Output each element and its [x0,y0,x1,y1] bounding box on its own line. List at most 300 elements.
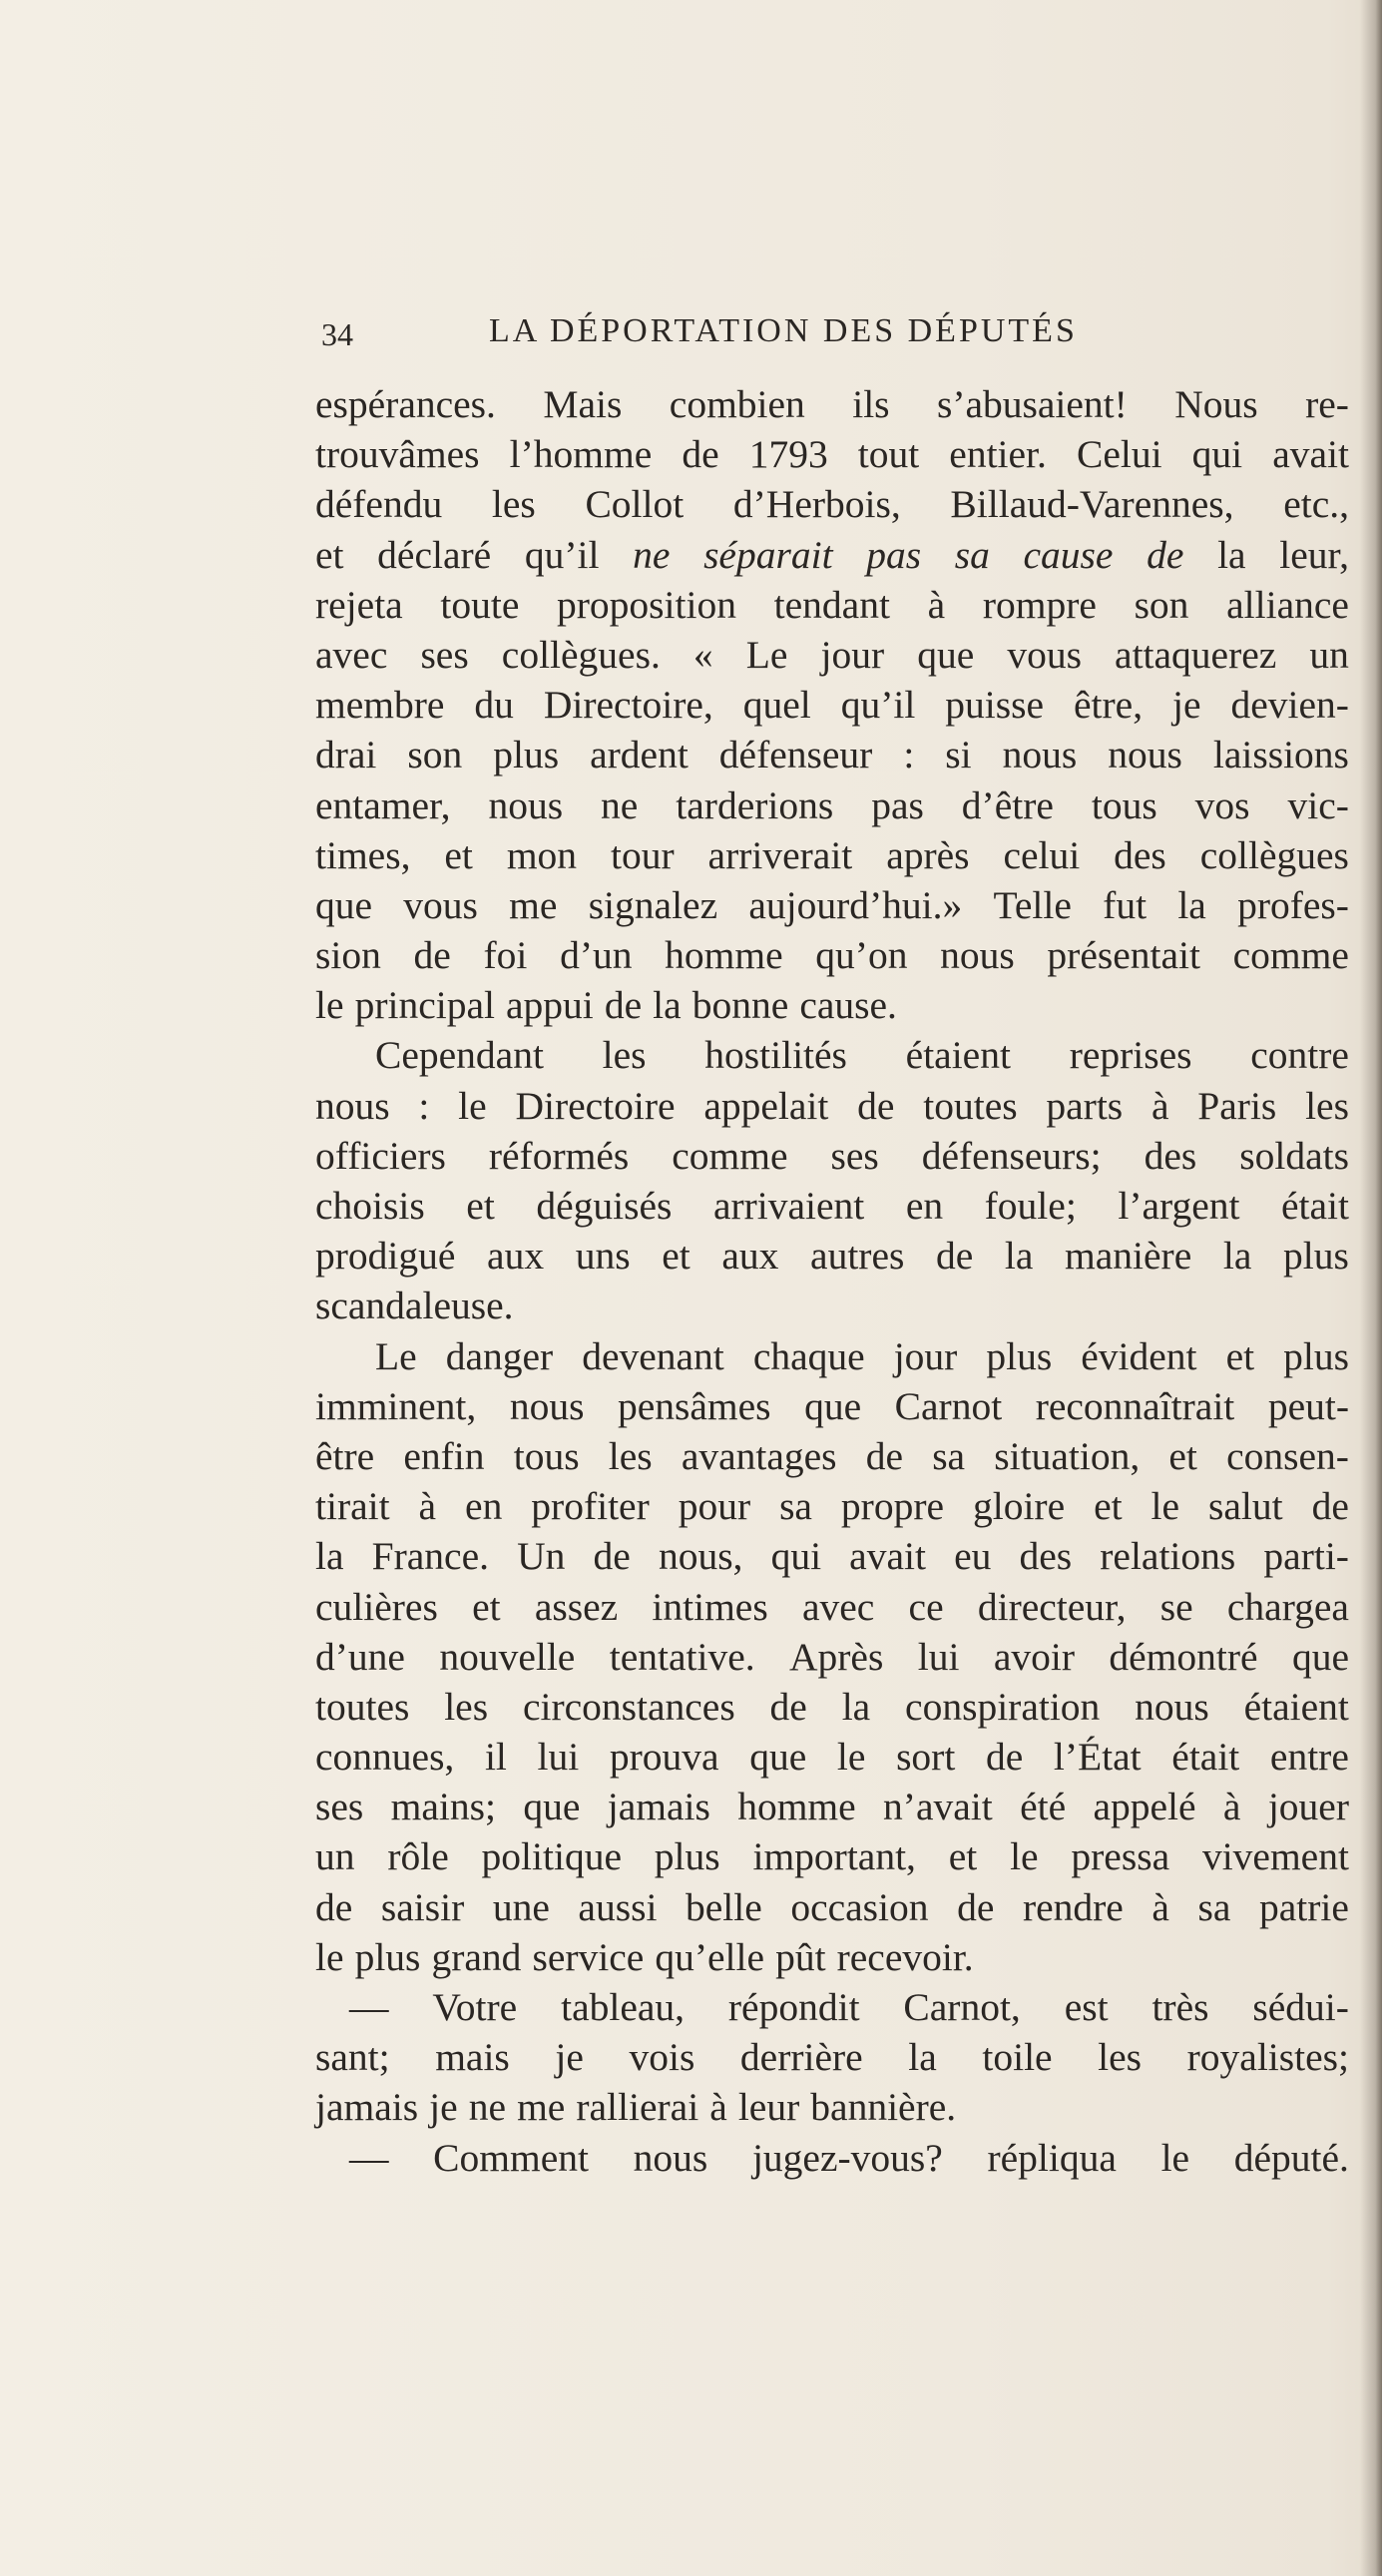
word: celui [1003,832,1081,877]
word: tout [857,432,920,477]
word: que [804,1383,862,1428]
text-line [315,479,1349,529]
word: était [1281,1184,1349,1228]
word: principal [354,983,495,1028]
word: vos [1194,782,1250,827]
word: trouvâmes [315,432,480,477]
word: toutes [923,1083,1018,1128]
word: des [1019,1534,1073,1579]
word: l’argent [1118,1184,1240,1228]
word: jamais [315,2085,419,2130]
word: et [315,532,344,577]
word: puisse [945,683,1045,728]
word: derrière [739,2035,863,2080]
word: Carnot, [903,1985,1021,2029]
word: et [948,1834,978,1879]
word: leur, [1279,532,1349,577]
text-line [315,1281,1349,1330]
text-line [315,1582,1349,1632]
word: la [908,2035,937,2080]
word: occasion [790,1884,929,1929]
word: la [315,1534,344,1579]
word: nous, [658,1534,743,1579]
word: s’abusaient! [936,382,1128,426]
word: et [662,1234,691,1279]
word: mon [506,832,578,877]
word: la [1177,882,1206,927]
word: hostilités [704,1033,847,1078]
word: jamais [607,1785,710,1829]
word: me [517,2085,566,2130]
word: peut- [1267,1383,1349,1428]
word: sant; [315,2035,390,2080]
word: ce [908,1584,944,1629]
text-line [315,730,1349,779]
word: plus [493,733,560,777]
word: être [315,1433,375,1478]
word: plus [986,1333,1053,1378]
word: foule; [984,1184,1077,1228]
word: le [836,1735,866,1780]
word: Celui [1077,432,1162,477]
word: les [444,1684,489,1729]
word: je [555,2035,584,2080]
word: de [593,1534,631,1579]
word: reconnaîtrait [1035,1383,1235,1428]
word: avait [1272,432,1349,477]
word: pût [775,1934,826,1979]
word: chaque [752,1333,865,1378]
word: répliqua [987,2135,1117,2180]
word: belle [685,1884,762,1929]
word: député. [1233,2135,1349,2180]
text-line [315,1531,1349,1581]
word: défenseurs; [921,1133,1102,1178]
word: aussi [578,1884,658,1929]
word: déguisés [536,1184,673,1228]
word: parts [1046,1083,1124,1128]
word: jour [820,632,885,677]
word: comme [1232,933,1349,978]
text-line [315,1632,1349,1682]
word: profes- [1237,882,1349,927]
word: appui [506,983,594,1028]
word: il [484,1735,507,1780]
word: directeur, [977,1584,1127,1629]
word: si [945,733,972,777]
word: appelait [703,1083,829,1128]
word: étaient [905,1033,1011,1078]
word: lui [917,1634,960,1679]
word: la [841,1684,871,1729]
word: se [1159,1584,1193,1629]
word: Collot [585,482,685,527]
word: très [1152,1985,1209,2029]
word: nous [509,1383,585,1428]
word: circonstances [522,1684,735,1729]
word: fut [1103,882,1148,927]
word: un [1309,632,1349,677]
word: imminent, [315,1383,477,1428]
word: qui [1191,432,1243,477]
word: Directoire [515,1083,676,1128]
running-title: LA DÉPORTATION DES DÉPUTÉS [489,312,1078,349]
word: ils [852,382,890,426]
text-line [315,1682,1349,1732]
word: « [692,632,713,677]
word: — [349,2135,389,2180]
word: avait [849,1534,926,1579]
text-line [315,780,1349,830]
word: cause [1023,532,1114,577]
word: et [1168,1433,1197,1478]
word: Votre [432,1985,518,2029]
text-line [315,1932,1349,1982]
word: des [1114,832,1166,877]
page-header [321,312,1349,356]
word: séparait [703,532,833,577]
word: le [458,1083,487,1128]
word: les [608,1433,653,1478]
word: à [1222,1785,1241,1829]
word: aujourd’hui.» [748,882,963,927]
word: : [903,733,915,777]
word: profiter [531,1484,650,1529]
word: d’un [560,933,633,978]
word: n’avait [883,1785,993,1829]
word: nous [488,782,564,827]
word: propre [840,1484,945,1529]
word: important, [752,1834,916,1879]
word: être, [1074,683,1144,728]
word: le [315,1934,344,1979]
word: — [349,1985,389,2029]
text-line [315,1431,1349,1481]
text-line [315,1381,1349,1431]
word: avec [315,632,388,677]
word: cause. [799,983,897,1028]
word: nous [940,933,1015,978]
word: Un [517,1534,566,1579]
word: les [1305,1083,1349,1128]
word: mais [435,2035,510,2080]
word: entre [1269,1735,1349,1780]
word: mains; [390,1785,496,1829]
word: quel [742,683,811,728]
word: tarderions [676,782,834,827]
text-line [315,1081,1349,1131]
word: bannière. [810,2085,957,2130]
word: présentait [1047,933,1200,978]
word: le [1151,1484,1180,1529]
word: rompre [982,582,1097,627]
word: et [466,1184,495,1228]
word: nous [315,1083,390,1128]
word: qu’elle [655,1934,765,1979]
word: à [1151,1083,1169,1128]
word: qui [770,1534,822,1579]
word: le [315,983,344,1028]
word: d’être [961,782,1054,827]
word: arrivaient [712,1184,865,1228]
word: tirait [315,1484,390,1529]
text-line [315,830,1349,880]
word: aux [487,1234,545,1279]
word: de [413,933,451,978]
word: à [1152,1884,1169,1929]
word: plus [654,1834,720,1879]
text-line [315,980,1349,1030]
text-line [315,1882,1349,1932]
word: qu’il [524,532,600,577]
word: nous [1108,733,1182,777]
word: relations [1100,1534,1236,1579]
word: espérances. [315,382,496,426]
word: avec [801,1584,875,1629]
word: culières [315,1584,438,1629]
word: défendu [315,482,443,527]
word: les [1098,2035,1143,2080]
word: proposition [557,582,736,627]
word: une [492,1884,550,1929]
word: sion [315,933,381,978]
word: son [1134,582,1189,627]
word: nous [1135,1684,1209,1729]
word: politique [481,1834,622,1879]
word: reprises [1069,1033,1192,1078]
word: appelé [1093,1785,1196,1829]
text-line [315,429,1349,479]
word: un [315,1834,355,1879]
word: vivement [1201,1834,1349,1879]
word: nouvelle [439,1634,576,1679]
word: je [429,2085,458,2130]
word: pas [866,532,922,577]
word: été [1020,1785,1067,1829]
word: France. [371,1534,489,1579]
word: autres [810,1234,905,1279]
word: Paris [1197,1083,1277,1128]
word: prouva [609,1735,719,1780]
word: réformés [488,1133,630,1178]
word: chargea [1226,1584,1349,1629]
word: Billaud-Varennes, [950,482,1234,527]
word: répondit [727,1985,860,2029]
word: que [315,882,373,927]
word: de [865,1433,904,1478]
word: des [1144,1133,1197,1178]
word: devenant [582,1333,724,1378]
word: vic- [1287,782,1349,827]
word: royalistes; [1186,2035,1349,2080]
word: pressa [1071,1834,1170,1879]
word: qu’il [840,683,916,728]
word: rallierai [576,2085,699,2130]
word: comme [672,1133,788,1178]
page-number: 34 [321,316,353,352]
word: toutes [315,1684,410,1729]
text-line [315,2133,1349,2183]
word: de [857,1083,895,1128]
word: le [1160,2135,1190,2180]
word: re- [1305,382,1349,426]
word: rendre [1022,1884,1124,1929]
word: de [1147,532,1184,577]
text-line [315,680,1349,730]
word: son [407,733,463,777]
word: enfin [403,1433,485,1478]
word: aux [721,1234,779,1279]
word: sort [896,1735,956,1780]
word: et [444,832,473,877]
word: entier. [949,432,1047,477]
word: à [418,1484,437,1529]
text-line [315,930,1349,980]
word: d’une [315,1634,405,1679]
word: toute [440,582,520,627]
text-line [315,1231,1349,1281]
word: leur [737,2085,800,2130]
word: de [315,1884,353,1929]
word: drai [315,733,377,777]
word: Directoire, [543,683,713,728]
word: me [509,882,558,927]
word: uns [575,1234,631,1279]
word: conspiration [905,1684,1101,1729]
word: évident [1081,1333,1197,1378]
word: plus [1283,1333,1349,1378]
word: est [1064,1985,1109,2029]
word: connues, [315,1735,455,1780]
word: soldats [1239,1133,1349,1178]
text-line [315,880,1349,930]
word: était [1171,1735,1240,1780]
word: officiers [315,1133,446,1178]
word: signalez [588,882,718,927]
word: Le [745,632,788,677]
word: à [709,2085,727,2130]
word: étaient [1243,1684,1349,1729]
word: la [1004,1234,1034,1279]
word: entamer, [315,782,451,827]
text-line [315,379,1349,429]
text-line [315,1030,1349,1080]
word: plus [1283,1234,1349,1279]
word: d’Herbois, [732,482,901,527]
word: homme [665,933,783,978]
word: tous [1091,782,1157,827]
word: l’État [1053,1735,1142,1780]
word: nous [1002,733,1078,777]
page-edge-shadow [1360,0,1382,2576]
word: après [886,832,970,877]
word: Cependant [375,1033,544,1078]
word: toile [982,2035,1053,2080]
text-line [315,2032,1349,2082]
word: ne [468,2085,507,2130]
text-line [315,1782,1349,1831]
word: avoir [993,1634,1075,1679]
word: tour [610,832,675,877]
word: la [1217,532,1246,577]
word: scandaleuse. [315,1284,514,1328]
word: démontré [1109,1634,1258,1679]
word: jugez-vous? [751,2135,943,2180]
word: rôle [387,1834,449,1879]
word: de [1311,1484,1349,1529]
word: que [523,1785,581,1829]
word: nous [633,2135,708,2180]
word: ses [830,1133,879,1178]
text-line [315,1481,1349,1531]
word: pensâmes [617,1383,771,1428]
word: de [985,1735,1024,1780]
word: vois [629,2035,695,2080]
word: Nous [1174,382,1258,426]
word: choisis [315,1184,425,1228]
word: sa [932,1433,966,1478]
word: gloire [972,1484,1066,1529]
word: pas [871,782,924,827]
word: avantages [681,1433,837,1478]
word: vous [403,882,478,927]
word: Après [789,1634,884,1679]
word: que [1291,1634,1349,1679]
word: consen- [1226,1433,1349,1478]
word: recevoir. [836,1934,974,1979]
word: devien- [1230,683,1349,728]
word: le [1010,1834,1039,1879]
word: bonne [691,983,789,1028]
word: service [532,1934,645,1979]
word: Mais [543,382,623,426]
text-line [315,2082,1349,2132]
word: à [927,582,946,627]
word: foi [483,933,528,978]
word: tous [513,1433,580,1478]
word: jouer [1267,1785,1349,1829]
text-line [315,1131,1349,1181]
word: eu [954,1534,992,1579]
word: manière [1065,1234,1192,1279]
word: et [1094,1484,1123,1529]
word: ses [420,632,469,677]
word: l’homme [509,432,653,477]
word: rejeta [315,582,403,627]
word: collègues [1199,832,1349,877]
word: que [749,1735,807,1780]
text-line [315,1831,1349,1881]
word: Carnot [894,1383,1003,1428]
word: sa [954,532,990,577]
text-line [315,1331,1349,1381]
word: en [465,1484,503,1529]
word: de [604,983,643,1028]
word: times, [315,832,411,877]
word: de [957,1884,995,1929]
word: homme [737,1785,856,1829]
word: Telle [993,882,1072,927]
word: jour [893,1333,958,1378]
word: arriverait [707,832,853,877]
body-text [315,379,1349,2183]
word: 1793 [748,432,828,477]
word: plus [354,1934,421,1979]
word: grand [431,1934,522,1979]
word: : [418,1083,430,1128]
word: alliance [1226,582,1349,627]
word: danger [445,1333,554,1378]
